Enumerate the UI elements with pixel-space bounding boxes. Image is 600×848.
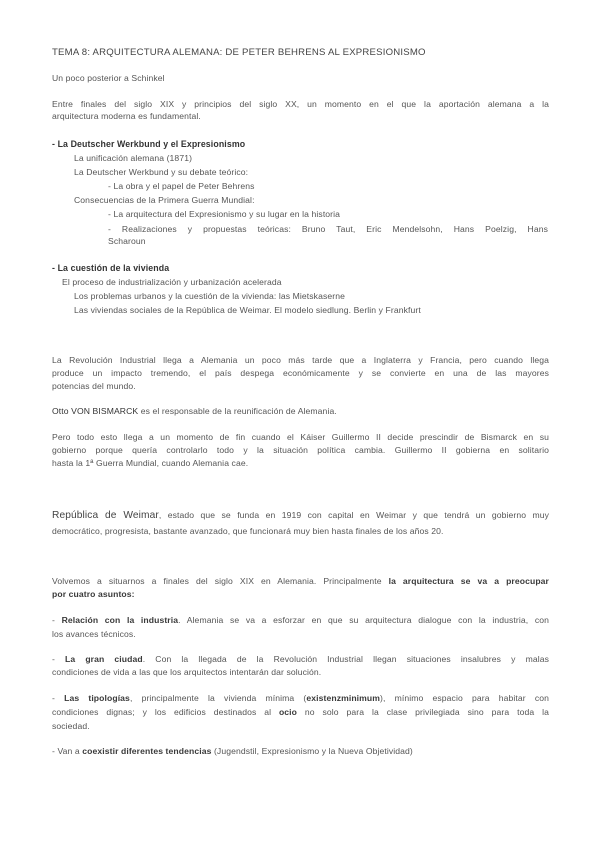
p4-line-3: hasta la 1ª Guerra Mundial, cuando Alemania cae. xyxy=(52,458,249,468)
p2-line-3: potencias del mundo. xyxy=(52,381,136,391)
point3-line-1 xyxy=(52,693,549,704)
point1-line-1 xyxy=(52,615,549,626)
p5-line1-rest: , estado que se funda en 1919 con capital en Weimar y que tendrá un gobierno muy xyxy=(158,510,550,520)
p3-rest: es el responsable de la reunificación de Alemania. xyxy=(138,406,337,416)
section1-item-b1: - La obra y el papel de Peter Behrens xyxy=(108,181,255,191)
point2-dash: - xyxy=(52,654,66,664)
p2-line-1: La Revolución Industrial llega a Alemania un poco más tarde que a Inglaterra y Francia, pero cuando llega xyxy=(52,355,549,365)
section2-item-b: Los problemas urbanos y la cuestión de la vivienda: las Mietskaserne xyxy=(74,291,345,301)
point2-rest: . Con la llegada de la Revolución Industrial llegan situaciones insalubres y malas xyxy=(142,654,549,664)
point1-line-2: los avances técnicos. xyxy=(52,629,136,639)
section1-item-c2-line1: - Realizaciones y propuestas teóricas: Bruno Taut, Eric Mendelsohn, Hans Poelzig, Hans xyxy=(108,224,548,234)
point4-term: coexistir diferentes tendencias xyxy=(82,746,212,756)
p2-line-2: produce un impacto tremendo, el país despega económicamente y se convierte en una de las mayores xyxy=(52,368,549,378)
weimar-term: República de Weimar xyxy=(52,510,159,521)
p6-line1a: Volvemos a situarnos a finales del siglo XIX en Alemania. Principalmente xyxy=(52,576,389,586)
point4-rest: (Jugendstil, Expresionismo y la Nueva Objetividad) xyxy=(211,746,413,756)
point3-line-2 xyxy=(52,707,549,718)
section1-item-c2-line2: Scharoun xyxy=(108,236,146,246)
section1-item-a: La unificación alemana (1871) xyxy=(74,153,193,163)
point3-term: Las tipologías xyxy=(64,693,130,703)
p4-line-1: Pero todo esto llega a un momento de fin cuando el Káiser Guillermo II decide prescindir de Bismarck en su xyxy=(52,432,549,442)
section1-item-c: Consecuencias de la Primera Guerra Mundial: xyxy=(74,195,255,205)
p5-line-2: democrático, progresista, bastante avanzado, que funcionará muy bien hasta finales de los años 20. xyxy=(52,526,444,536)
section1-item-b: La Deutscher Werkbund y su debate teórico: xyxy=(74,167,249,177)
intro-line: Un poco posterior a Schinkel xyxy=(52,73,165,83)
point2-term: La gran ciudad xyxy=(65,654,143,664)
p3-line xyxy=(52,406,337,417)
section2-item-a: El proceso de industrialización y urbanización acelerada xyxy=(62,277,282,287)
bismarck-name: Otto VON BISMARCK xyxy=(52,406,139,416)
p5-line-1 xyxy=(52,510,549,521)
section1-item-c1: - La arquitectura del Expresionismo y su lugar en la historia xyxy=(108,209,341,219)
point3-line2a: condiciones dignas; y los edificios destinados al xyxy=(52,707,279,717)
section2-item-c: Las viviendas sociales de la República de Weimar. El modelo siedlung. Berlin y Frankfurt xyxy=(74,305,421,315)
p6-line1b: la arquitectura se va a preocupar xyxy=(388,576,549,586)
p4-line-2: gobierno porque quería controlarlo todo y la situación política cambia. Guillermo II gobierna en solitario xyxy=(52,445,549,455)
point1-term: Relación con la industria xyxy=(61,615,179,625)
point2-line-1 xyxy=(52,654,549,665)
point3-mid: , principalmente la vivienda mínima ( xyxy=(129,693,307,703)
p6-line-2: por cuatro asuntos: xyxy=(52,589,135,599)
point3-line-3: sociedad. xyxy=(52,721,90,731)
point3-dash: - xyxy=(52,693,65,703)
section2-heading: - La cuestión de la vivienda xyxy=(52,263,170,273)
point4-pre: - Van a xyxy=(52,746,83,756)
p1-line-2: arquitectura moderna es fundamental. xyxy=(52,111,201,121)
point1-rest: . Alemania se va a esforzar en que su arquitectura dialogue con la industria, con xyxy=(178,615,549,625)
page-title: TEMA 8: ARQUITECTURA ALEMANA: DE PETER BEHRENS AL EXPRESIONISMO xyxy=(52,47,426,58)
point3-term2: existenzminimum xyxy=(306,693,381,703)
point3-rest: ), mínimo espacio para habitar con xyxy=(380,693,549,703)
point2-line-2: condiciones de vida a las que los arquitectos intentarán dar solución. xyxy=(52,667,322,677)
point3-line2b: no solo para la clase privilegiada sino para toda la xyxy=(297,707,549,717)
point4-line xyxy=(52,746,413,757)
section1-heading: - La Deutscher Werkbund y el Expresionismo xyxy=(52,139,246,149)
point3-term3: ocio xyxy=(278,707,298,717)
p6-line-1 xyxy=(52,576,549,587)
p1-line-1: Entre finales del siglo XIX y principios del siglo XX, un momento en el que la aportación alemana a la xyxy=(52,99,549,109)
point1-dash: - xyxy=(52,615,62,625)
